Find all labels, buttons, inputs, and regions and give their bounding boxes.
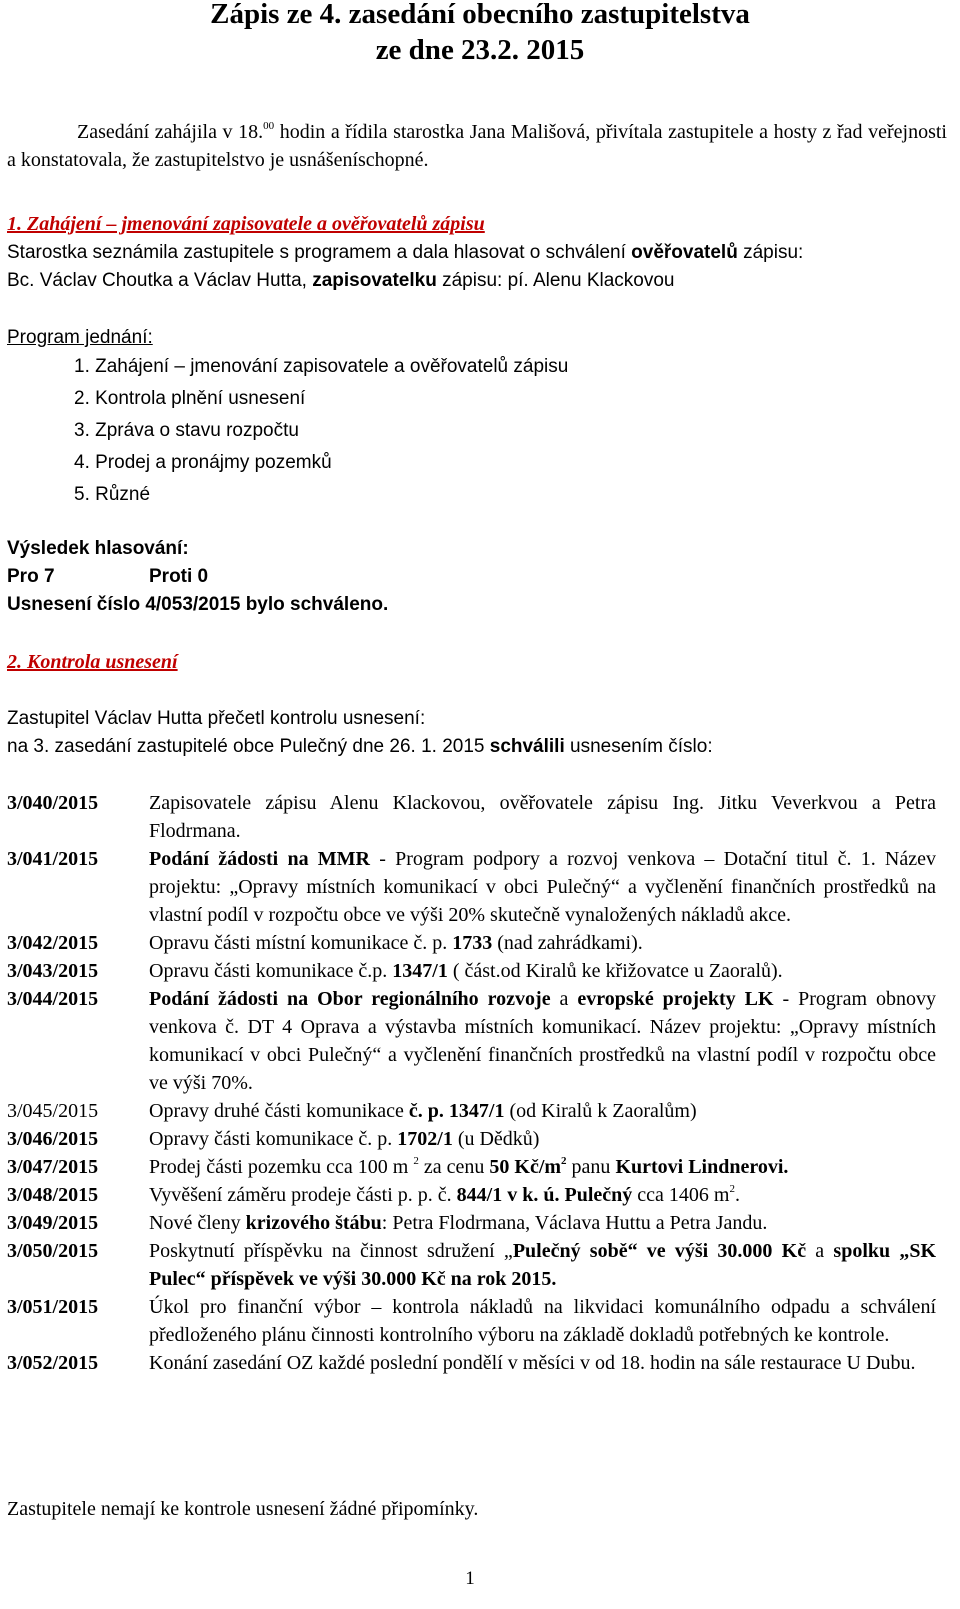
resolution-text: Opravu části místní komunikace č. p. 1733 (nad zahrádkami).: [149, 932, 643, 954]
vote-pro: Pro 7: [7, 566, 55, 587]
program-label: Program jednání:: [7, 327, 153, 348]
program-list: [74, 351, 568, 511]
resolution-row: [7, 1181, 936, 1209]
program-item: 4. Prodej a pronájmy pozemků: [74, 452, 332, 473]
vote-label: Výsledek hlasování:: [7, 538, 189, 559]
section2-heading: 2. Kontrola usnesení: [7, 651, 178, 673]
vote-proti: Proti 0: [149, 566, 209, 587]
resolution-text: Prodej části pozemku cca 100 m $^2$ za cenu 50 $Kč/m^2$ panu Kurtovi Lindnerovi.: [149, 1155, 789, 1178]
program-item: 1. Zahájení – jmenování zapisovatele a ověřovatelů zápisu: [74, 356, 569, 377]
program-item: 2. Kontrola plnění usnesení: [74, 388, 306, 409]
resolution-text: Konání zasedání OZ každé poslední pondělí v měsíci v od 18. hodin na sále restaurace U Dubu.: [149, 1352, 916, 1374]
resolution-text: Nové členy krizového štábu: Petra Flodrmana, Václava Huttu a Petra Jandu.: [149, 1212, 768, 1234]
section1-text-1: Starostka seznámila zastupitele s programem a dala hlasovat o schválení ověřovatelů zápisu:: [7, 242, 804, 263]
program-item: 5. Různé: [74, 484, 151, 505]
section1-heading: 1. Zahájení – jmenování zapisovatele a ověřovatelů zápisu: [7, 213, 485, 235]
resolution-number: 3/052/2015: [7, 1352, 99, 1374]
closing-note: Zastupitele nemají ke kontrole usnesení žádné připomínky.: [7, 1498, 479, 1520]
resolution-number: 3/041/2015: [7, 848, 99, 870]
resolution-list: [7, 789, 936, 1377]
resolution-row: [7, 845, 936, 929]
resolution-row: [7, 985, 936, 1097]
resolution-row: [7, 957, 936, 985]
resolution-number: 3/048/2015: [7, 1184, 99, 1206]
resolution-text: Podání žádosti na Obor regionálního rozvoje a evropské projekty LK - Program obnovy venkova č. DT 4 Oprava a výstavba místních komunikací. Název projektu: „Opravy místních komunikací v obci Pulečný“ a vyčlenění finančních prostředků na vlastní podíl v rozpočtu obce ve výši 70%.: [149, 988, 936, 1094]
resolution-text: Podání žádosti na MMR - Program podpory a rozvoj venkova – Dotační titul č. 1. Název projektu: „Opravy místních komunikací v obci Pulečný“ a vyčlenění finančních prostředků na vlastní podíl v rozpočtu obce ve výši 20% skutečně vynaložených nákladů akce.: [149, 848, 936, 926]
page-number: 1: [465, 1568, 475, 1589]
document-date: ze dne 23.2. 2015: [375, 34, 585, 66]
resolution-row: [7, 1209, 936, 1237]
section2-text-1: Zastupitel Václav Hutta přečetl kontrolu usnesení:: [7, 708, 426, 729]
resolution-row: [7, 1349, 936, 1377]
vote-result: Usnesení číslo 4/053/2015 bylo schváleno.: [7, 594, 389, 615]
resolution-text: Opravy části komunikace č. p. 1702/1 (u Dědků): [149, 1128, 540, 1150]
document-title: Zápis ze 4. zasedání obecního zastupitelstva: [210, 0, 750, 30]
resolution-row: [7, 789, 936, 845]
intro-paragraph: Zasedání zahájila v 18.00 hodin a řídila starostka Jana Mališová, přivítala zastupitele a hosty z řad veřejnosti a konstatovala, že zastupitelstvo je usnášeníschopné.: [7, 120, 947, 171]
resolution-number: 3/046/2015: [7, 1128, 99, 1150]
resolution-text: Zapisovatele zápisu Alenu Klackovou, ověřovatele zápisu Ing. Jitku Veverkvou a Petra Flodrmana.: [149, 792, 936, 842]
resolution-number: 3/051/2015: [7, 1296, 99, 1318]
section2-text-2: na 3. zasedání zastupitelé obce Pulečný dne 26. 1. 2015 schválili usnesením číslo:: [7, 736, 713, 757]
resolution-number: 3/050/2015: [7, 1240, 99, 1262]
resolution-text: Opravy druhé části komunikace č. p. 1347/1 (od Kiralů k Zaoralům): [149, 1100, 697, 1122]
resolution-number: 3/043/2015: [7, 960, 99, 982]
resolution-number: 3/044/2015: [7, 988, 99, 1010]
section1-text-2: Bc. Václav Choutka a Václav Hutta, zapisovatelku zápisu: pí. Alenu Klackovou: [7, 270, 675, 291]
resolution-text: Poskytnutí příspěvku na činnost sdružení „Pulečný sobě“ ve výši 30.000 Kč a spolku „SK Pulec“ příspěvek ve výši 30.000 Kč na rok 2015.: [149, 1240, 937, 1290]
resolution-row: [7, 929, 936, 957]
program-item: 3. Zpráva o stavu rozpočtu: [74, 420, 299, 441]
resolution-text: Opravu části komunikace č.p. 1347/1 ( část.od Kiralů ke křižovatce u Zaoralů).: [149, 960, 783, 982]
resolution-row: [7, 1237, 936, 1293]
resolution-number: 3/047/2015: [7, 1156, 99, 1178]
resolution-number: 3/045/2015: [7, 1100, 99, 1122]
resolution-row: [7, 1153, 936, 1181]
resolution-text: Vyvěšení záměru prodeje části p. p. č. 844/1 v k. ú. Pulečný cca 1406 $m^2$.: [149, 1183, 740, 1206]
resolution-row: [7, 1125, 936, 1153]
resolution-number: 3/040/2015: [7, 792, 99, 814]
resolution-number: 3/042/2015: [7, 932, 99, 954]
resolution-row: [7, 1293, 936, 1349]
resolution-text: Úkol pro finanční výbor – kontrola nákladů na likvidaci komunálního odpadu a schválení předloženého plánu činnosti kontrolního výboru na základě dokladů potřebných ke kontrole.: [149, 1296, 936, 1346]
resolution-row: [7, 1097, 936, 1125]
resolution-number: 3/049/2015: [7, 1212, 99, 1234]
